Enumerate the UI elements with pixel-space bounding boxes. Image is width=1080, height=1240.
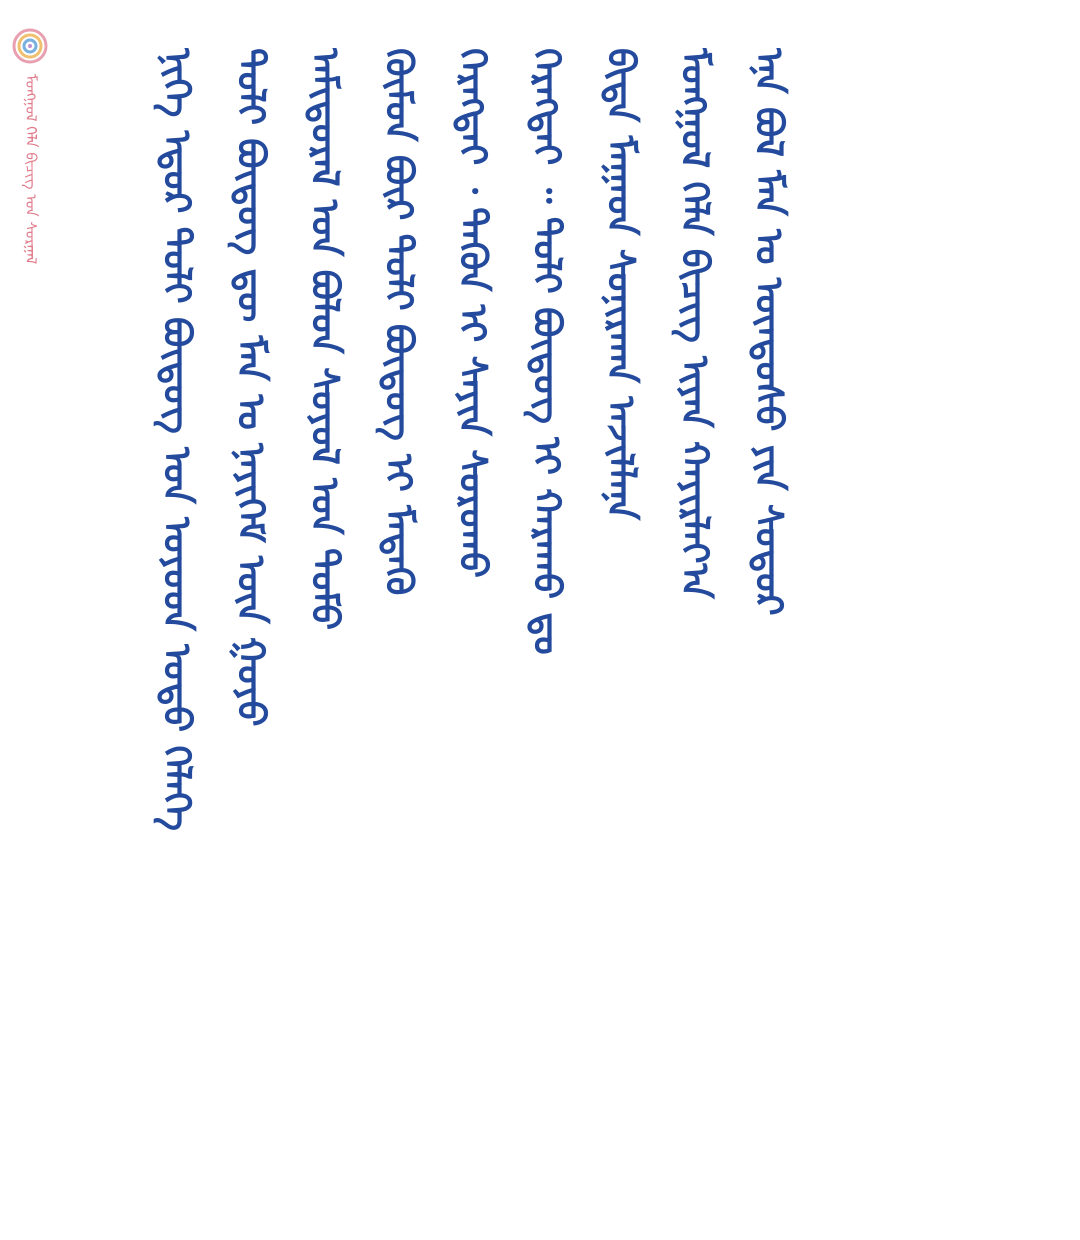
text-line: ᠮᠣᠩᠭᠣᠯ ᠬᠡᠯᠡ ᠪᠢᠴᠢᠭ ᠢᠶᠡᠨ ᠬᠠᠶᠢᠷᠯᠠᠶ᠎ᠠ — [673, 48, 717, 599]
logo-text: ᠮᠣᠩᠭᠣᠯ ᠬᠡᠯᠡ ᠪᠢᠴᠢᠭ ᠤᠨ ᠰᠤᠷᠭᠠᠯ — [22, 74, 40, 265]
text-line: ᠠᠮᠢᠳᠤᠷᠠᠯ ᠤᠨ ᠪᠣᠯᠤᠨ ᠰᠣᠶᠣᠯ ᠤᠨ ᠲᠣᠮᠣ — [303, 48, 347, 631]
text-line: ᠨᠢᠭᠡ ᠡᠳᠦᠷ ᠲᠣᠯᠢ ᠪᠦᠳᠦᠭ ᠤᠨ ᠣᠶᠣᠳ ᠣᠳᠣ ᠬᠡᠯᠡᠭᠡ — [155, 48, 199, 832]
text-line: ᠪᠢᠳᠡ ᠮᠠᠭᠠᠳ ᠰᠣᠨᠢᠷᠬᠠᠨ ᠠᠵᠢᠯᠯᠠᠨᠠ — [599, 48, 643, 521]
text-line: ᠬᠦᠮᠦᠨ ᠪᠦᠷ ᠲᠣᠯᠢ ᠪᠦᠳᠦᠭ ᠢ ᠮᠡᠳᠡᠬᠦ — [377, 48, 421, 596]
text-line: ᠬᠡᠷᠡᠭᠲᠡᠢ ᠂ ᠲᠡᠭᠦᠨ ᠢ ᠰᠠᠶᠢᠨ ᠰᠤᠷᠤᠬᠤ — [451, 48, 495, 579]
text-line: ᠡᠨᠡ ᠪᠣᠯ ᠮᠠᠨ ᠤ ᠦᠨᠳᠦᠰᠦ ᠶᠢᠨ ᠰᠤᠳᠤᠷ — [747, 48, 791, 616]
text-line: ᠬᠡᠷᠡᠭᠲᠡᠢ ᠃ ᠲᠣᠯᠢ ᠪᠦᠳᠦᠭ ᠢ ᠬᠠᠷᠠᠬᠤ ᠳᠤ — [525, 48, 569, 655]
spiral-logo-icon — [12, 28, 48, 64]
logo — [8, 22, 48, 462]
text-line: ᠲᠣᠯᠢ ᠪᠦᠳᠦᠭ ᠳᠦ ᠮᠠᠨ ᠤ ᠨᠡᠶᠢᠭᠡᠮ ᠦᠨ ᠭᠤᠶᠤ — [229, 48, 273, 727]
article-body — [140, 48, 920, 1198]
